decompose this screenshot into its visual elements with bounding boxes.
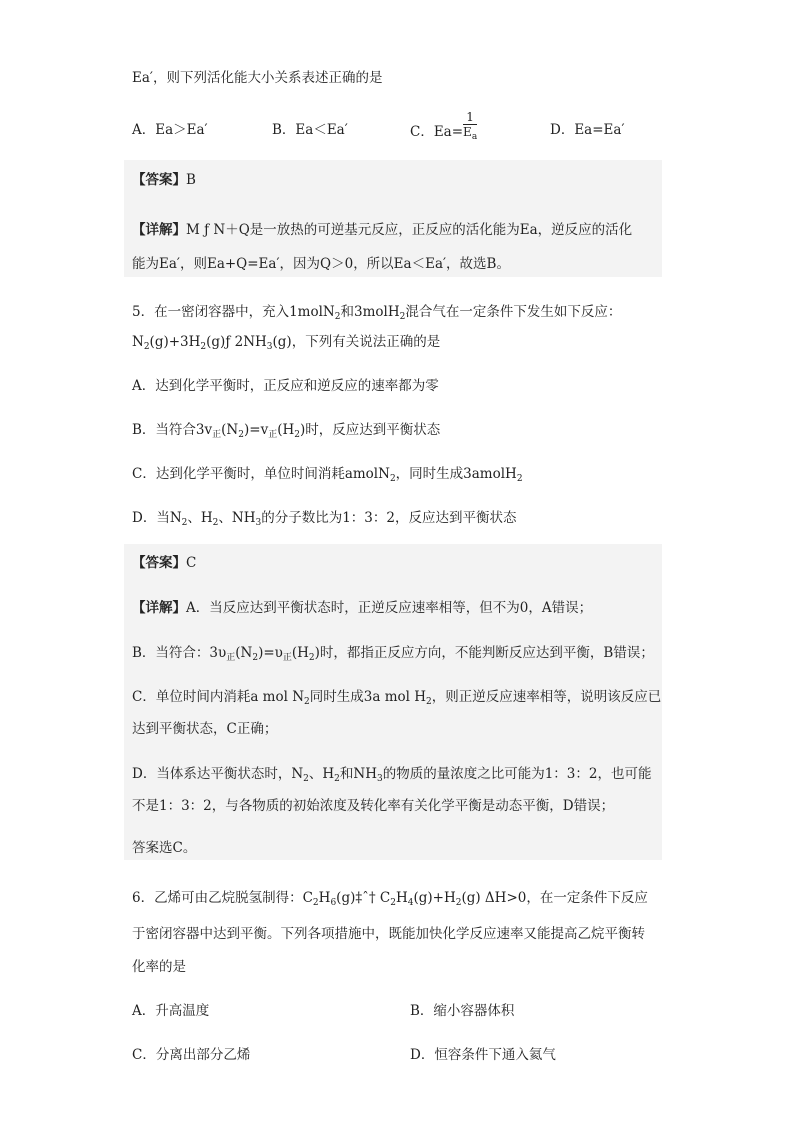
q6-stem-line-1: 6．乙烯可由乙烷脱氢制得：$C_2H_6(g)\ddagger ˆ\dagger$ $C_2H_4(g)+H_2(g)$ ΔH>0，在一定条件下反应 — [132, 890, 648, 908]
q5-answer: 【答案】C — [132, 555, 197, 571]
q4-detail-line-1: 【详解】M ƒ N＋Q是一放热的可逆基元反应，正反应的活化能为Ea，逆反应的活化 — [132, 222, 633, 238]
q5-detail-line-3: C．单位时间内消耗a mol $N_2$同时生成3a mol $H_2$，则正逆反应速率相等，说明该反应已 — [132, 689, 662, 707]
q5-detail-line-2: B．当符合：$3\upsilon_正(N_2)=\upsilon_正(H_2)$时，都指正反应方向，不能判断反应达到平衡，B错误； — [132, 645, 654, 663]
q5-detail-line-5: D．当体系达平衡状态时，$N_2$、$H_2$和$NH_3$的物质的量浓度之比可能为1：3：2，也可能 — [132, 766, 652, 784]
q4-option-c-prefix: C．Ea= — [410, 124, 464, 140]
q4-answer: 【答案】B — [132, 172, 196, 188]
q6-option-a: A．升高温度 — [132, 1003, 210, 1019]
q4-detail-line-2: 能为Ea′，则Ea+Q=Ea′，因为Q＞0，所以Ea＜Ea′，故选B。 — [132, 256, 510, 272]
q5-detail-line-6: 不是1：3：2，与各物质的初始浓度及转化率有关化学平衡是动态平衡，D错误； — [132, 798, 615, 814]
q4-option-c-fraction — [463, 110, 478, 142]
q4-option-b: B．Ea＜Ea′ — [272, 122, 348, 138]
q6-option-c: C．分离出部分乙烯 — [132, 1047, 251, 1063]
q5-option-b: B．当符合$3v_正(N_2)=v_正(H_2)$时，反应达到平衡状态 — [132, 422, 441, 440]
q6-option-b: B．缩小容器体积 — [410, 1003, 515, 1019]
q4-stem-tail: Ea′，则下列活化能大小关系表述正确的是 — [132, 70, 383, 86]
q4-option-d: D．Ea=Ea′ — [550, 122, 625, 138]
q5-conclusion: 答案选C。 — [132, 840, 197, 856]
q5-option-c: C．达到化学平衡时，单位时间消耗amolN$_2$，同时生成3amolH$_2$ — [132, 466, 523, 484]
q4-option-c — [410, 104, 478, 142]
q5-option-a: A．达到化学平衡时，正反应和逆反应的速率都为零 — [132, 378, 439, 394]
q4-option-c-denominator: $E_a$ — [463, 125, 478, 142]
q5-stem-line-1: 5．在一密闭容器中，充入1molN$_2$和3molH$_2$混合气在一定条件下发生如下反应： — [132, 304, 622, 322]
q5-detail-line-1: 【详解】A．当反应达到平衡状态时，正逆反应速率相等，但不为0，A错误； — [132, 600, 593, 616]
q5-detail-line-4: 达到平衡状态，C正确； — [132, 721, 278, 737]
q6-stem-line-2: 于密闭容器中达到平衡。下列各项措施中，既能加快化学反应速率又能提高乙烷平衡转 — [132, 926, 645, 942]
q5-option-d: D．当$N_2$、$H_2$、$NH_3$的分子数比为1：3：2，反应达到平衡状态 — [132, 510, 517, 528]
q4-option-c-numerator: 1 — [463, 110, 477, 125]
q6-option-d: D．恒容条件下通入氦气 — [410, 1047, 556, 1063]
q6-stem-line-3: 化率的是 — [132, 959, 186, 975]
q4-option-a: A．Ea＞Ea′ — [132, 122, 208, 138]
q5-stem-line-2: $N_2(g)+3H_2(g)ƒ$ $2NH_3(g)$，下列有关说法正确的是 — [132, 334, 441, 352]
